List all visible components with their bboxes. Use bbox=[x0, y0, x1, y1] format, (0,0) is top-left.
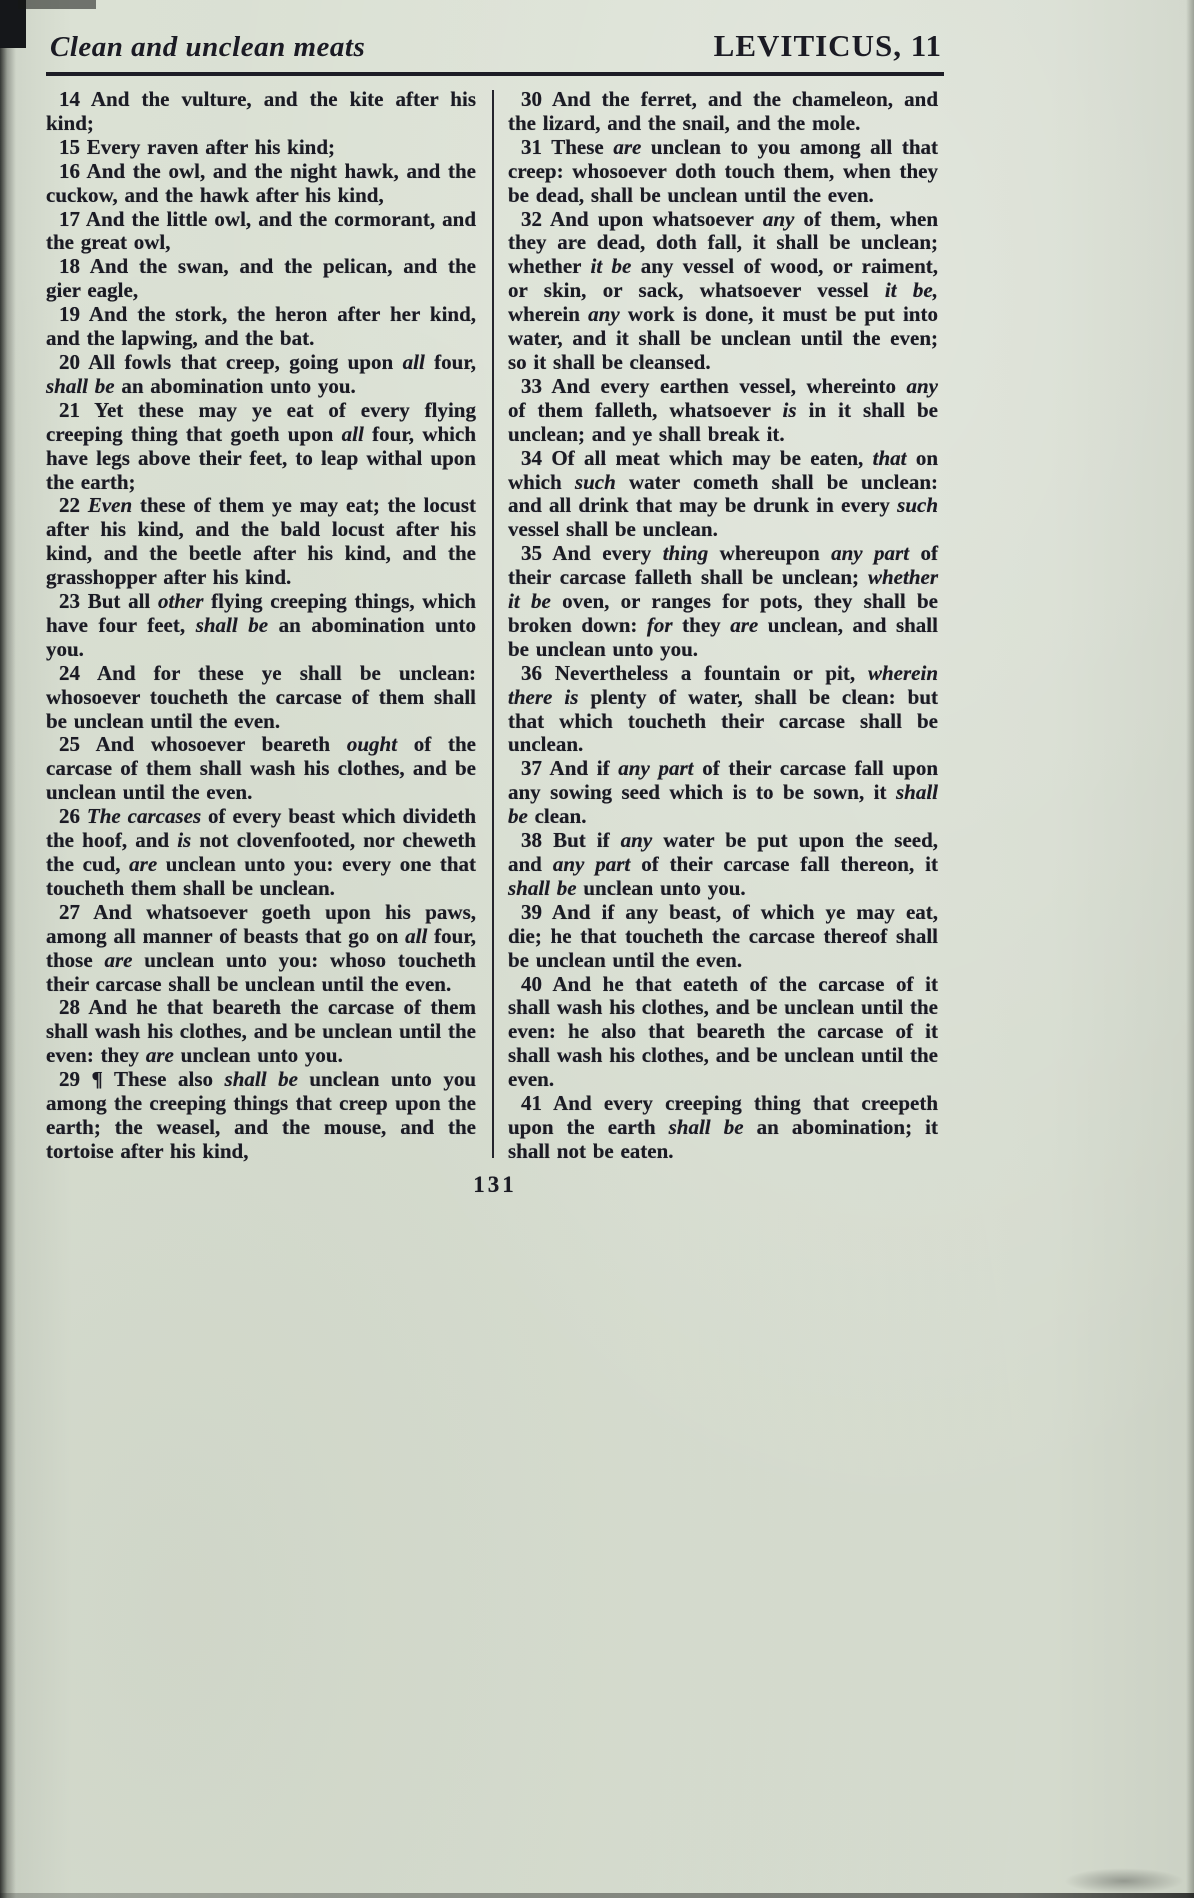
verse bbox=[46, 88, 476, 136]
verse-text: All fowls that creep, going upon bbox=[88, 349, 403, 374]
verse bbox=[46, 136, 476, 160]
verse-text: of every beast which divideth the hoof, and bbox=[46, 804, 477, 853]
verse bbox=[508, 136, 938, 208]
left-column bbox=[46, 88, 476, 1164]
verse-text: four, bbox=[424, 349, 476, 374]
verse-text: unclean unto you among the creeping things that creep upon the earth; the weasel, and the mouse, and the tortoise after his kind, bbox=[46, 1067, 476, 1163]
scan-bottom-right-smudge bbox=[1064, 1868, 1184, 1894]
verse-text: Of all meat which may be eaten, bbox=[551, 445, 873, 470]
verse-number: 25 bbox=[59, 732, 96, 757]
verse bbox=[46, 399, 476, 495]
supplied-word: such bbox=[574, 469, 616, 494]
verse-text: plenty of water, shall be clean: but that which toucheth their carcase shall be unclean. bbox=[508, 684, 938, 757]
verse-text: of their carcase falleth shall be unclean; bbox=[508, 541, 939, 590]
verse bbox=[46, 805, 476, 901]
supplied-word: shall be bbox=[668, 1114, 744, 1139]
verse-number: 29 ¶ bbox=[59, 1067, 114, 1092]
verse bbox=[508, 829, 938, 901]
verse-text: of their carcase fall upon any sowing seed which is to be sown, it bbox=[508, 756, 939, 805]
verse bbox=[46, 208, 476, 256]
verse-text: And the ferret, and the chameleon, and the lizard, and the snail, and the mole. bbox=[508, 87, 938, 135]
verse-text: These also bbox=[114, 1067, 225, 1092]
verse-text: And whatsoever goeth upon his paws, among all manner of beasts that go on bbox=[46, 899, 477, 948]
verse-number: 31 bbox=[521, 134, 552, 159]
verse-text: And upon whatsoever bbox=[550, 206, 763, 231]
verse-text: an abomination unto you. bbox=[46, 612, 476, 661]
verse-text: unclean unto you. bbox=[576, 875, 746, 900]
verse-text: oven, or ranges for pots, they shall be broken down: bbox=[508, 589, 938, 637]
verse bbox=[508, 757, 938, 829]
verse-text: these of them ye may eat; the locust after his kind, and the bald locust after his kind, and the beetle after his kind, and the grasshopper after his kind. bbox=[46, 493, 476, 590]
verse bbox=[508, 662, 938, 758]
verse-number: 19 bbox=[59, 302, 89, 327]
verse bbox=[46, 996, 476, 1068]
verse bbox=[508, 542, 938, 662]
header-rule bbox=[46, 72, 944, 76]
supplied-word: it be, bbox=[884, 278, 938, 303]
supplied-word: are bbox=[730, 612, 759, 637]
verse bbox=[508, 375, 938, 447]
supplied-word: are bbox=[129, 852, 158, 876]
verse-text: four, those bbox=[46, 923, 476, 972]
verse-text: And every earthen vessel, whereinto bbox=[551, 373, 907, 398]
verse bbox=[46, 303, 476, 351]
supplied-word: any part bbox=[618, 756, 694, 781]
right-column bbox=[508, 88, 938, 1164]
verse-number: 38 bbox=[521, 828, 554, 853]
verse bbox=[46, 1068, 476, 1164]
verse-text: wherein bbox=[508, 302, 589, 327]
supplied-word: all bbox=[341, 421, 364, 446]
supplied-word: all bbox=[402, 349, 425, 374]
verse-number: 28 bbox=[59, 995, 89, 1020]
verse bbox=[508, 447, 938, 543]
verse-text: flying creeping things, which have four feet, bbox=[46, 589, 476, 637]
verse-number: 34 bbox=[521, 445, 552, 470]
verse-number: 16 bbox=[59, 158, 87, 183]
supplied-word: such bbox=[897, 493, 938, 518]
verse-text: they bbox=[672, 612, 731, 637]
supplied-word: are bbox=[613, 134, 642, 159]
supplied-word: shall be bbox=[508, 780, 938, 829]
verse-text: in it shall be unclean; and ye shall break it. bbox=[508, 397, 938, 446]
verse bbox=[508, 901, 938, 973]
verse-number: 33 bbox=[521, 373, 552, 398]
verse-number: 22 bbox=[59, 493, 88, 518]
supplied-word: Even bbox=[87, 493, 133, 518]
verse bbox=[46, 901, 476, 997]
supplied-word: any part bbox=[831, 541, 910, 566]
verse-number: 17 bbox=[59, 206, 86, 231]
supplied-word: other bbox=[157, 589, 204, 614]
verse bbox=[46, 351, 476, 399]
verse-text: water be put upon the seed, and bbox=[508, 828, 939, 876]
verse-text: work is done, it must be put into water, and it shall be unclean until the even; so it shall be cleansed. bbox=[508, 302, 938, 374]
scan-top-smudge bbox=[18, 0, 96, 9]
verse bbox=[46, 733, 476, 805]
supplied-word: are bbox=[104, 947, 133, 972]
verse-text: And every bbox=[552, 541, 663, 566]
verse-text: of the carcase of them shall wash his clothes, and be unclean until the even. bbox=[46, 732, 476, 805]
supplied-word: are bbox=[145, 1043, 174, 1068]
verse bbox=[508, 973, 938, 1093]
verse-number: 37 bbox=[521, 756, 550, 781]
verse bbox=[508, 88, 938, 136]
verse-number: 21 bbox=[59, 397, 95, 422]
verse-text: And he that eateth of the carcase of it shall wash his clothes, and be unclean until the even: he also that beareth the carcase of it shall wash his clothes, and be unclean until the even. bbox=[508, 971, 938, 1092]
verse-text: Yet these may ye eat of every flying creeping thing that goeth upon bbox=[46, 397, 476, 446]
verse bbox=[508, 208, 938, 375]
verse-text: not clovenfooted, nor cheweth the cud, bbox=[46, 828, 476, 876]
verse-number: 41 bbox=[521, 1091, 554, 1116]
verse-text: And if bbox=[549, 756, 619, 781]
verse-number: 23 bbox=[59, 589, 88, 614]
supplied-word: any bbox=[620, 828, 653, 853]
verse-text: of them, when they are dead, doth fall, it shall be unclean; whether bbox=[508, 206, 938, 279]
verse-text: unclean to you among all that creep: whosoever doth touch them, when they be dead, shall be unclean until the even. bbox=[508, 134, 939, 207]
supplied-word: any bbox=[906, 373, 938, 398]
page-right-edge-shadow bbox=[1186, 0, 1194, 1898]
verse-number: 24 bbox=[59, 660, 97, 685]
verse-text: And the swan, and the pelican, and the gier eagle, bbox=[46, 254, 476, 303]
verse-text: And for these ye shall be unclean: whosoever toucheth the carcase of them shall be unclean until the even. bbox=[46, 660, 476, 733]
verse-number: 30 bbox=[521, 87, 552, 111]
verse-text: clean. bbox=[527, 804, 587, 829]
verse-text: water cometh shall be unclean: and all drink that may be drunk in every bbox=[508, 469, 938, 518]
verse bbox=[46, 590, 476, 662]
supplied-word: is bbox=[177, 828, 192, 853]
verse-number: 15 bbox=[59, 134, 87, 159]
verse-text: an abomination unto you. bbox=[114, 373, 356, 398]
verse-number: 20 bbox=[59, 349, 89, 374]
verse-text: And whosoever beareth bbox=[95, 732, 347, 757]
verse-text: unclean unto you: every one that toucheth them shall be unclean. bbox=[46, 852, 476, 900]
verse-number: 35 bbox=[521, 541, 553, 566]
verse bbox=[46, 494, 476, 590]
book-chapter-title: LEVITICUS, 11 bbox=[713, 28, 942, 63]
verse-number: 26 bbox=[59, 804, 87, 829]
verse-text: And the owl, and the night hawk, and the cuckow, and the hawk after his kind, bbox=[46, 158, 477, 207]
verse bbox=[46, 662, 476, 734]
supplied-word: The carcases bbox=[86, 804, 202, 829]
supplied-word: any part bbox=[552, 852, 631, 876]
verse-text: And the vulture, and the kite after his kind; bbox=[46, 87, 476, 135]
verse-text: But all bbox=[87, 589, 158, 614]
verse-text: Nevertheless a fountain or pit, bbox=[554, 660, 868, 685]
supplied-word: shall be bbox=[508, 875, 577, 900]
verse-text: And the stork, the heron after her kind, and the lapwing, and the bat. bbox=[46, 302, 477, 351]
column-divider bbox=[492, 90, 494, 1158]
book-binding-shadow bbox=[0, 0, 16, 1898]
supplied-word: for bbox=[646, 612, 673, 637]
running-head: Clean and unclean meats bbox=[50, 31, 366, 63]
supplied-word: all bbox=[405, 923, 428, 948]
supplied-word: any bbox=[588, 302, 620, 327]
verse-number: 14 bbox=[59, 87, 91, 111]
supplied-word: any bbox=[762, 206, 795, 231]
verse-text: Every raven after his kind; bbox=[86, 134, 336, 159]
verse-number: 18 bbox=[59, 254, 90, 279]
verse-text: These bbox=[551, 134, 614, 159]
text-columns bbox=[46, 88, 944, 1164]
page-number: 131 bbox=[473, 1171, 517, 1197]
supplied-word: shall be bbox=[224, 1067, 298, 1092]
verse-text: an abomination; it shall not be eaten. bbox=[508, 1114, 938, 1163]
verse-number: 27 bbox=[59, 899, 94, 924]
verse-text: unclean, and shall be unclean unto you. bbox=[508, 612, 938, 661]
verse-text: And every creeping thing that creepeth upon the earth bbox=[508, 1091, 939, 1139]
verse-text: unclean unto you: whoso toucheth their carcase shall be unclean until the even. bbox=[46, 947, 476, 996]
verse bbox=[46, 255, 476, 303]
verse-text: four, which have legs above their feet, to leap withal upon the earth; bbox=[46, 421, 476, 494]
supplied-word: is bbox=[782, 397, 797, 422]
verse-text: on which bbox=[508, 445, 939, 494]
page-bottom-edge-shadow bbox=[0, 1893, 1194, 1898]
verse-text: unclean unto you. bbox=[173, 1043, 343, 1068]
verse-text: And the little owl, and the cormorant, and the great owl, bbox=[46, 206, 476, 255]
supplied-word: wherein there is bbox=[508, 660, 938, 709]
page-content bbox=[46, 28, 944, 1198]
verse bbox=[508, 1092, 938, 1164]
supplied-word: thing bbox=[662, 541, 709, 566]
supplied-word: shall be bbox=[46, 373, 115, 398]
page-header bbox=[46, 28, 944, 72]
supplied-word: that bbox=[872, 445, 907, 470]
verse-text: any vessel of wood, or raiment, or skin, or sack, whatsoever vessel bbox=[508, 254, 939, 303]
verse-text: And if any beast, of which ye may eat, die; he that toucheth the carcase thereof shall be unclean until the even. bbox=[508, 899, 939, 972]
verse-text: But if bbox=[553, 828, 621, 853]
verse-text: of them falleth, whatsoever bbox=[508, 397, 783, 422]
supplied-word: it be bbox=[590, 254, 632, 279]
supplied-word: whether it be bbox=[508, 565, 938, 614]
verse-text: whereupon bbox=[708, 541, 832, 566]
verse-number: 40 bbox=[521, 971, 553, 996]
verse-text: vessel shall be unclean. bbox=[508, 517, 718, 542]
verse-number: 39 bbox=[521, 899, 552, 924]
verse-text: And he that beareth the carcase of them shall wash his clothes, and be unclean until the even: they bbox=[46, 995, 476, 1068]
verse bbox=[46, 160, 476, 208]
supplied-word: ought bbox=[346, 732, 398, 757]
verse-text: of their carcase fall thereon, it bbox=[630, 852, 939, 876]
supplied-word: shall be bbox=[195, 612, 269, 637]
verse-number: 36 bbox=[521, 660, 555, 685]
verse-number: 32 bbox=[521, 206, 551, 231]
